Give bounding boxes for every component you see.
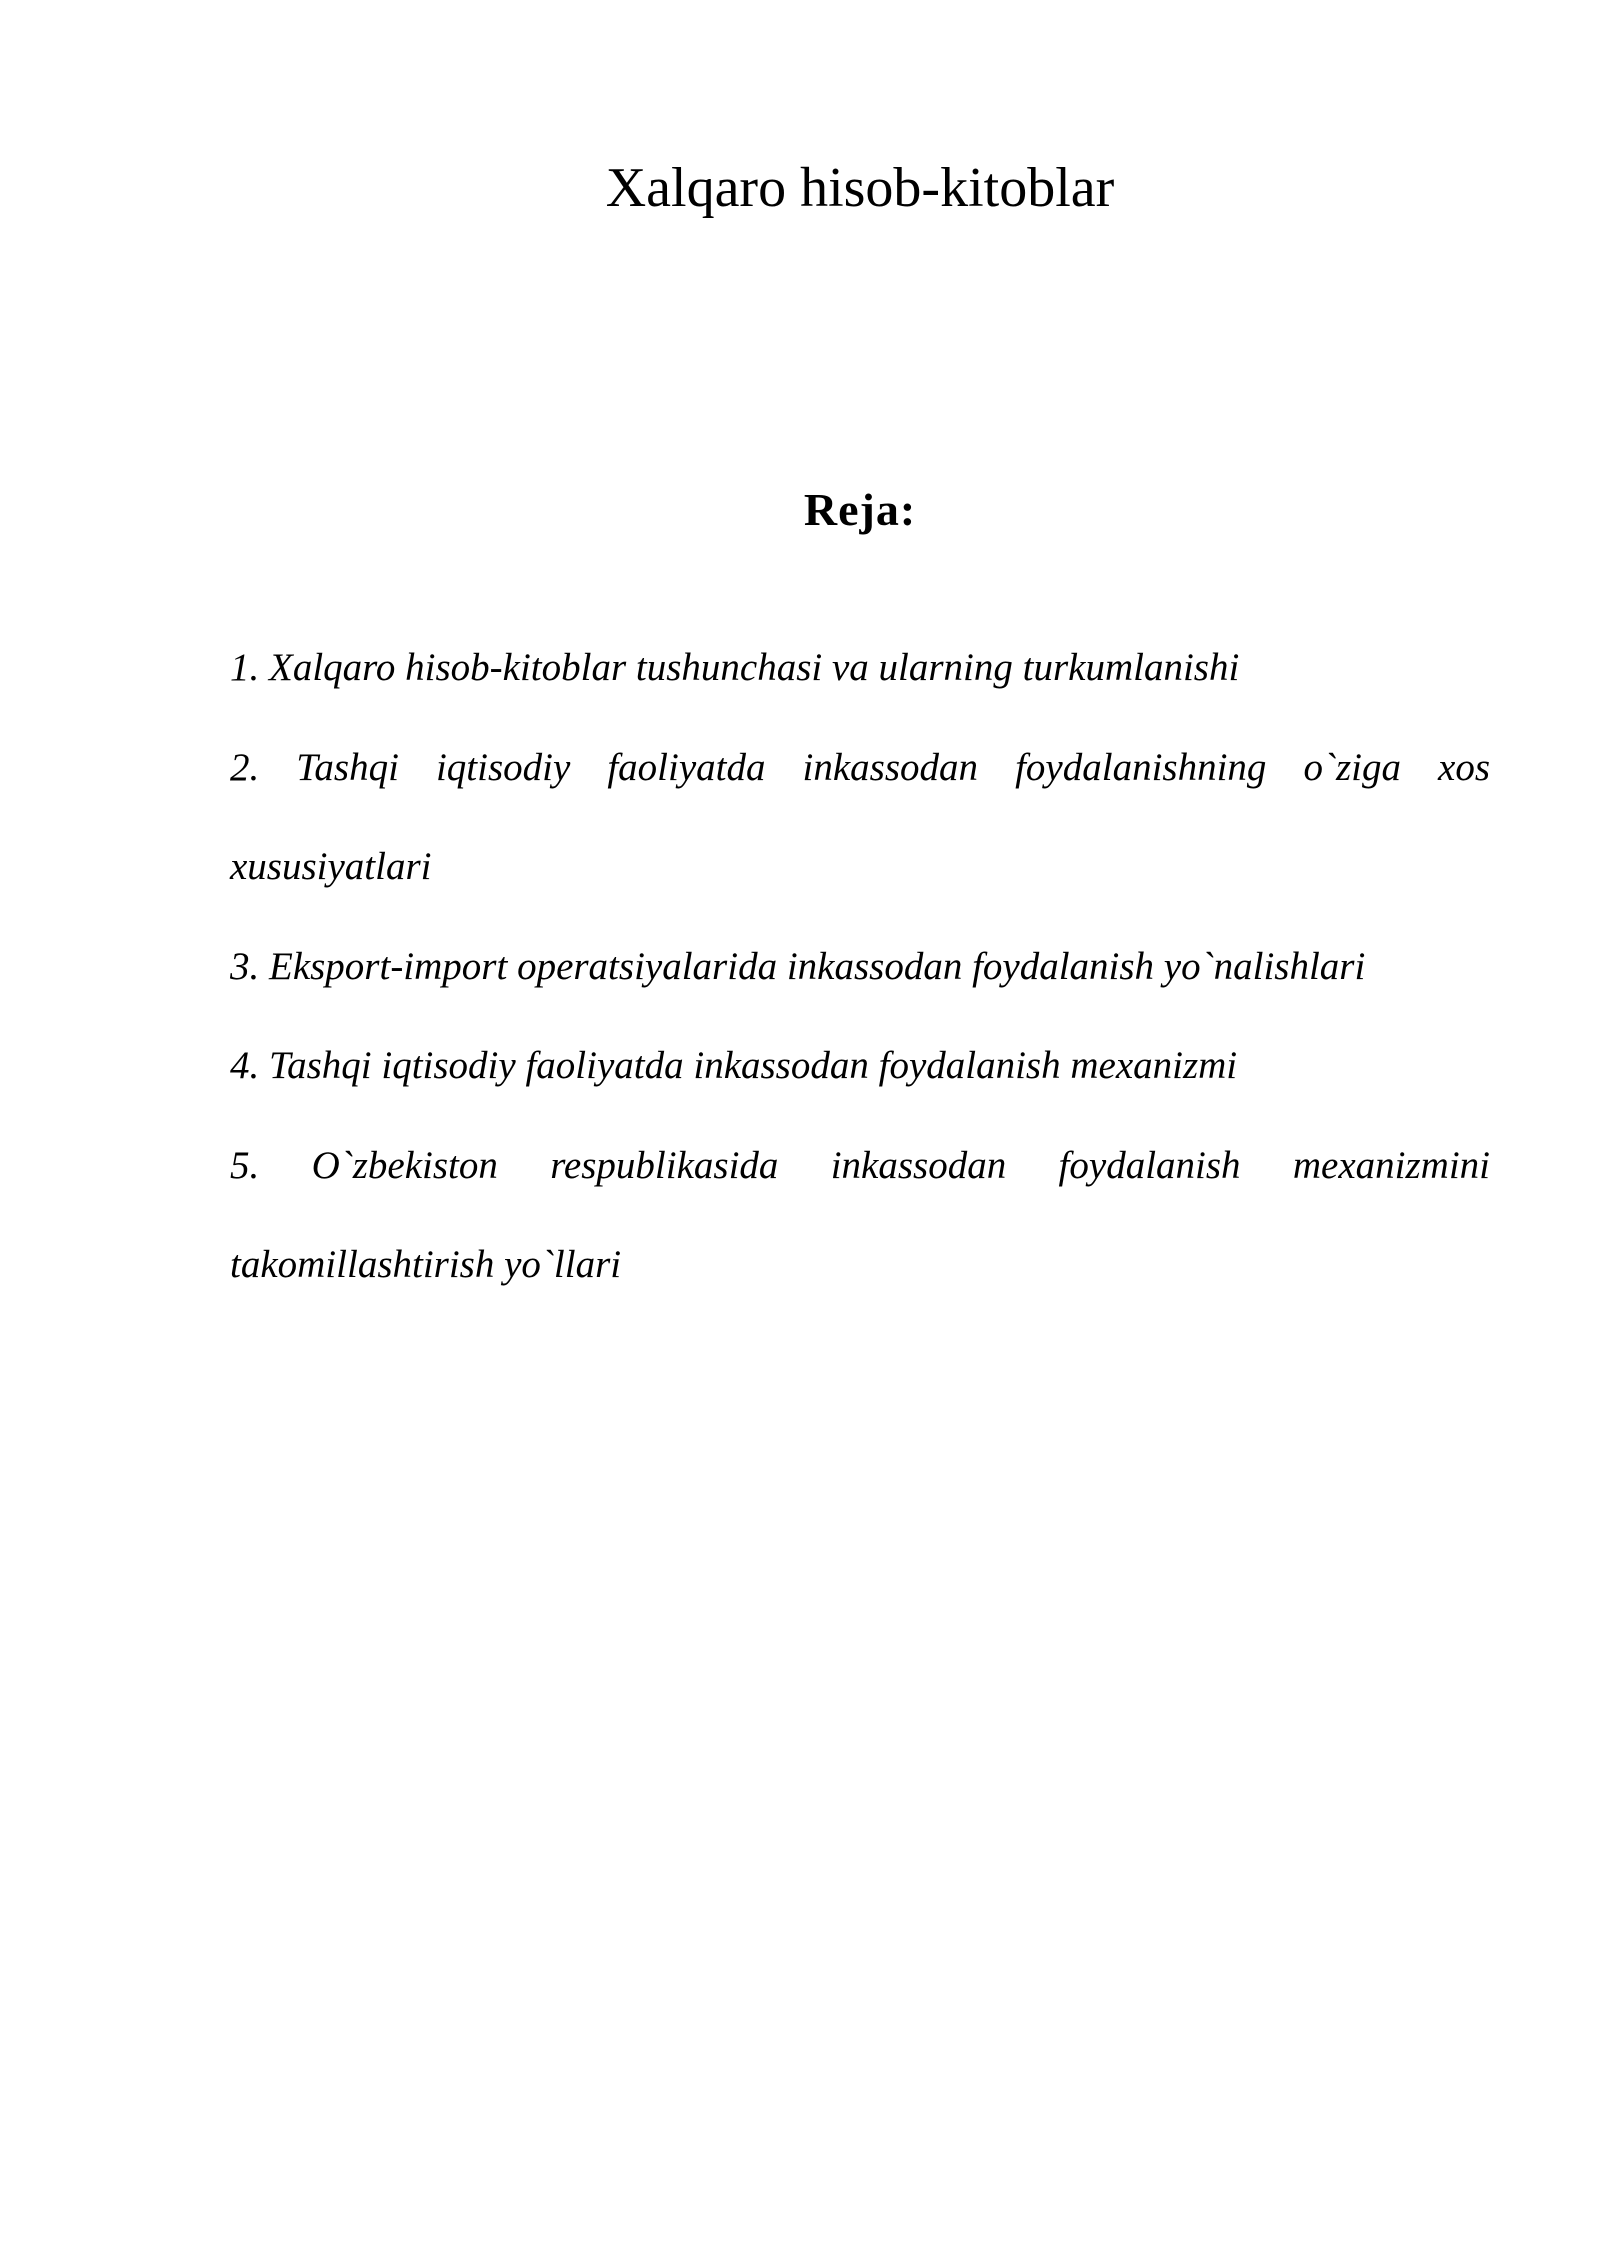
plan-list [230,618,1490,1315]
plan-heading: Reja: [803,484,917,535]
plan-item-4: 4. Tashqi iqtisodiy faoliyatda inkassodan foydalanish mexanizmi [230,1044,1238,1087]
plan-item-1: 1. Xalqaro hisob-kitoblar tushunchasi va ularning turkumlanishi [230,646,1240,689]
plan-item-2: 2. Tashqi iqtisodiy faoliyatda inkassodan foydalanishning o`ziga xos xususiyatlari [230,745,1490,888]
document-title: Xalqaro hisob-kitoblar [605,157,1115,219]
plan-item-5: 5. O`zbekiston respublikasida inkassodan foydalanish mexanizmini takomillashtirish yo`llari [230,1143,1490,1286]
plan-item-3: 3. Eksport-import operatsiyalarida inkassodan foydalanish yo`nalishlari [230,944,1366,988]
